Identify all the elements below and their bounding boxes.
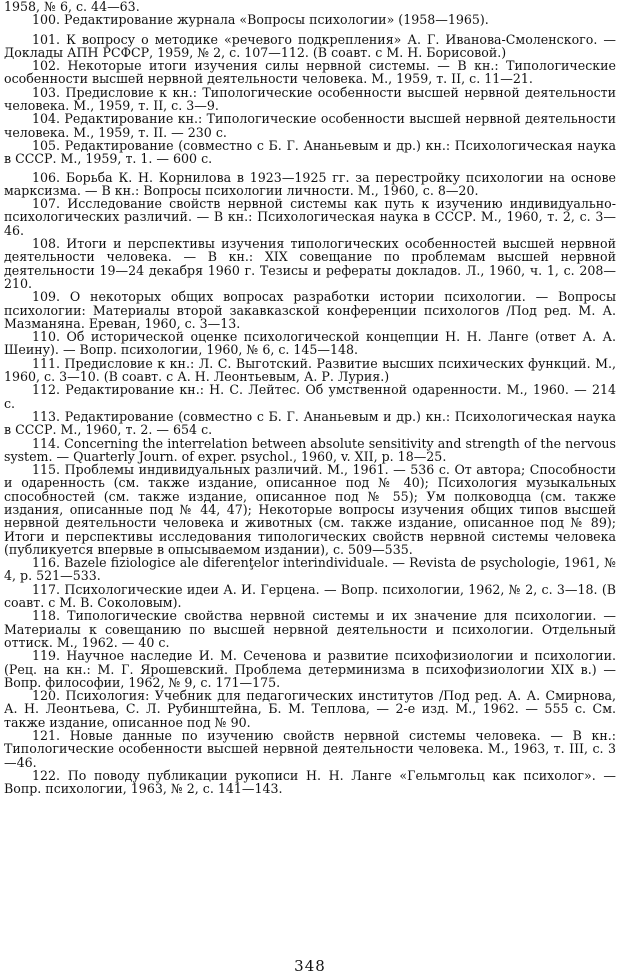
- page-number: 348: [294, 957, 326, 975]
- bibliography-entry: 117. Психологические идеи А. И. Герцена. — Вопр. психологии, 1962, № 2, с. 3—18. (В соавт. с М. В. Соколовым).: [4, 581, 616, 611]
- bibliography-entry: 120. Психология: Учебник для педагогических институтов /Под ред. А. А. Смирнова, А. Н. Леонтьева, С. Л. Рубинштейна, Б. М. Теплова, — 2-е изд. М., 1962. — 555 с. См. также издание, описанное под № 90.: [4, 688, 616, 730]
- bibliography-entry: 122. По поводу публикации рукописи Н. Н. Ланге «Гельмгольц как психолог». — Вопр. психологии, 1963, № 2, с. 141—143.: [4, 767, 616, 797]
- bibliography-entry: 102. Некоторые итоги изучения силы нервной системы. — В кн.: Типологические особенности высшей нервной деятельности человека. М., 1959, т. II, с. 11—21.: [4, 58, 616, 87]
- bibliography-entry: 121. Новые данные по изучению свойств нервной системы человека. — В кн.: Типологические особенности высшей нервной деятельности человека. М., 1963, т. III, с. 3—46.: [4, 728, 616, 770]
- bibliography-entry: 119. Научное наследие И. М. Сеченова и развитие психофизиологии и психологии. (Рец. на кн.: М. Г. Ярошевский. Проблема детерминизма в психофизиологии XIX в.) — Вопр. философии, 1962, № 9, с. 171—175.: [4, 648, 616, 690]
- bibliography-entry: 105. Редактирование (совместно с Б. Г. Ананьевым и др.) кн.: Психологическая наука в СССР. М., 1959, т. 1. — 600 с.: [4, 137, 616, 167]
- bibliography-entry: 112. Редактирование кн.: Н. С. Лейтес. Об умственной одаренности. М., 1960. — 214 с.: [4, 382, 616, 411]
- bibliography-entry: 101. К вопросу о методике «речевого подкрепления» А. Г. Иванова-Смоленского. — Доклады АПН РСФСР, 1959, № 2, с. 107—112. (В соавт. с М. Н. Борисовой.): [4, 31, 616, 60]
- bibliography-entry: 1958, № 6, с. 44—63.: [4, 0, 140, 14]
- bibliography-entry: 115. Проблемы индивидуальных различий. М., 1961. — 536 с. От автора; Способности и одаренность (см. также издание, описанное под № 40); Психология музыкальных способностей (см. также издание, описанное под № 55); Ум полководца (см. также издания, описанные под № 44, 47); Некоторые вопросы изучения общих типов высшей нервной деятельности человека и животных (см. также издание, описанное под № 89); Итоги и перспективы исследования типологических свойств нервной системы человека (публикуется впервые в опысываемом издании), с. 509—535.: [4, 462, 616, 557]
- bibliography-entry: 118. Типологические свойства нервной системы и их значение для психологии. — Материалы к совещанию по высшей нервной деятельности и психологии. Отдельный оттиск. М., 1962. — 40 с.: [4, 608, 616, 650]
- bibliography-entry: 114. Concerning the interrelation between absolute sensitivity and strength of the nervous system. — Quarterly Journ. of exper. psychol., 1960, v. XII, p. 18—25.: [4, 435, 616, 464]
- bibliography-entry: 107. Исследование свойств нервной системы как путь к изучению индивидуально-психологических различий. — В кн.: Психологическая наука в СССР. М., 1960, т. 2, с. 3—46.: [4, 196, 616, 238]
- bibliography-entry: 103. Предисловие к кн.: Типологические особенности высшей нервной деятельности человека. М., 1959, т. II, с. 3—9.: [4, 84, 616, 114]
- bibliography-entry: 111. Предисловие к кн.: Л. С. Выготский. Развитие высших психических функций. М., 1960, с. 3—10. (В соавт. с А. Н. Леонтьевым, А. Р. Лурия.): [4, 355, 616, 385]
- bibliography-entry: 113. Редактирование (совместно с Б. Г. Ананьевым и др.) кн.: Психологическая наука в СССР. М., 1960, т. 2. — 654 с.: [4, 408, 616, 438]
- bibliography-entry: 116. Bazele fiziologice ale diferenţelor interindividuale. — Revista de psychologie, 1961, № 4, p. 521—533.: [4, 555, 616, 584]
- bibliography-entry: 106. Борьба К. Н. Корнилова в 1923—1925 гг. за перестройку психологии на основе марксизма. — В кн.: Вопросы психологии личности. М., 1960, с. 8—20.: [4, 169, 616, 198]
- bibliography-entry: 108. Итоги и перспективы изучения типологических особенностей высшей нервной деятельности человека. — В кн.: XIX совещание по проблемам высшей нервной деятельности 19—24 декабря 1960 г. Тезисы и рефераты докладов. Л., 1960, ч. 1, с. 208—210.: [4, 236, 616, 291]
- bibliography-entry: 109. О некоторых общих вопросах разработки истории психологии. — Вопросы психологии: Материалы второй закавказской конференции психологов /Под ред. М. А. Мазманяна. Ереван, 1960, с. 3—13.: [4, 289, 616, 331]
- bibliography-entry: 104. Редактирование кн.: Типологические особенности высшей нервной деятельности человека. М., 1959, т. II. — 230 с.: [4, 111, 616, 140]
- bibliography-entry: 100. Редактирование журнала «Вопросы психологии» (1958—1965).: [32, 12, 489, 28]
- bibliography-entry: 110. Об исторической оценке психологической концепции Н. Н. Ланге (ответ А. А. Шеину). — Вопр. психологии, 1960, № 6, с. 145—148.: [4, 329, 616, 358]
- bibliography-page: [4, 0, 616, 796]
